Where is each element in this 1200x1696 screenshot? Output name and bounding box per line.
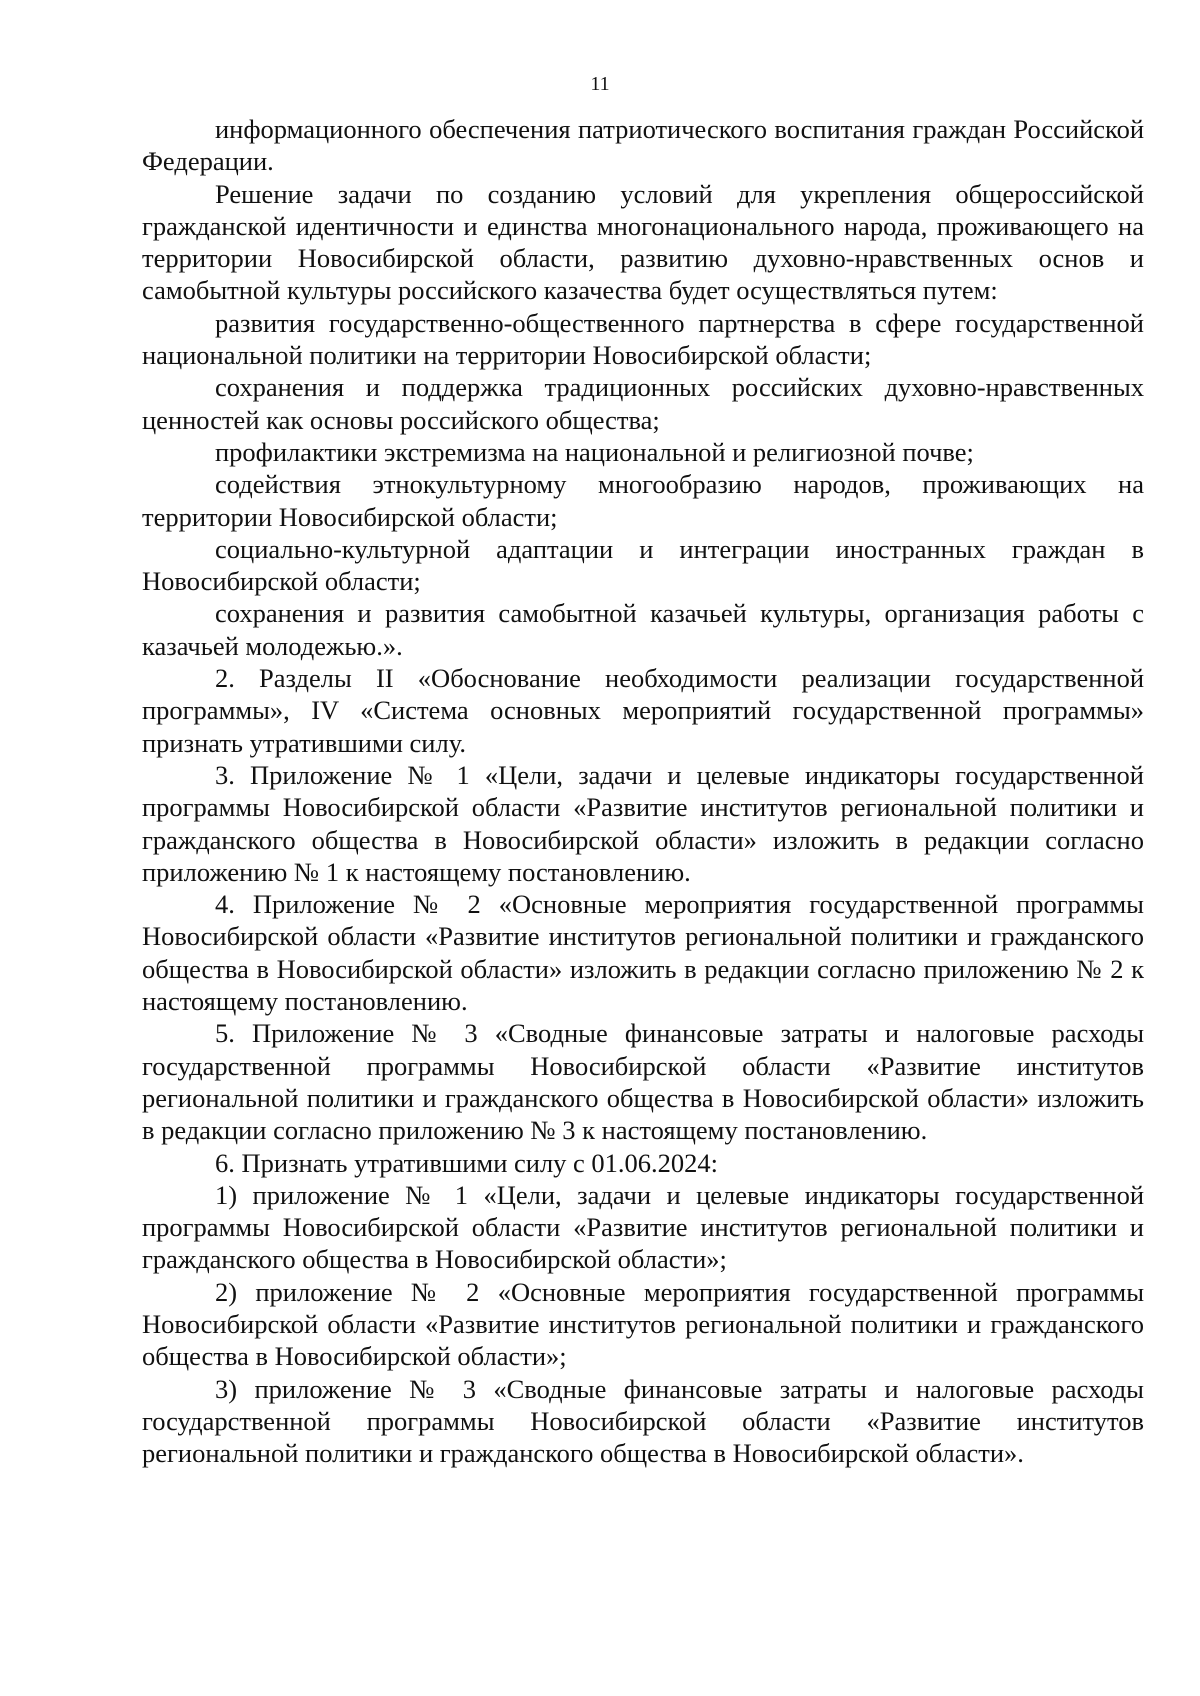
list-item-cossack-culture: сохранения и развития самобытной казачьей культуры, организация работы с казачьей молодежью.». <box>142 598 1144 661</box>
clause-6-item-2: 2) приложение № 2 «Основные мероприятия государственной программы Новосибирской области «Развитие институтов региональной политики и гражданского общества в Новосибирской области»; <box>142 1276 1144 1372</box>
list-item-ethnocultural-diversity: содействия этнокультурному многообразию народов, проживающих на территории Новосибирской области; <box>142 469 1144 532</box>
list-item-partnership: развития государственно-общественного партнерства в сфере государственной национальной политики на территории Новосибирской области; <box>142 307 1144 371</box>
list-item-traditional-values: сохранения и поддержка традиционных российских духовно-нравственных ценностей как основы российского общества; <box>142 372 1144 435</box>
document-body <box>142 113 1144 1469</box>
list-item-migrant-adaptation: социально-культурной адаптации и интеграции иностранных граждан в Новосибирской области; <box>142 533 1144 597</box>
clause-6-item-3: 3) приложение № 3 «Сводные финансовые затраты и налоговые расходы государственной программы Новосибирской области «Развитие институтов региональной политики и гражданского общества в Новосибирской области». <box>142 1373 1144 1469</box>
clause-4: 4. Приложение № 2 «Основные мероприятия государственной программы Новосибирской области «Развитие институтов региональной политики и гражданского общества в Новосибирской области» изложить в редакции согласно приложению № 2 к настоящему постановлению. <box>142 889 1144 1017</box>
paragraph-continuation: информационного обеспечения патриотического воспитания граждан Российской Федерации. <box>142 114 1144 177</box>
clause-6-item-1: 1) приложение № 1 «Цели, задачи и целевые индикаторы государственной программы Новосибирской области «Развитие институтов региональной политики и гражданского общества в Новосибирской области»; <box>142 1179 1144 1275</box>
clause-3: 3. Приложение № 1 «Цели, задачи и целевые индикаторы государственной программы Новосибирской области «Развитие институтов региональной политики и гражданского общества в Новосибирской области» изложить в редакции согласно приложению № 1 к настоящему постановлению. <box>142 759 1144 887</box>
page-number: 11 <box>590 73 610 95</box>
clause-2: 2. Разделы II «Обоснование необходимости реализации государственной программы», IV «Система основных мероприятий государственной программы» признать утратившими силу. <box>142 663 1144 758</box>
paragraph-task-solution: Решение задачи по созданию условий для укрепления общероссийской гражданской идентичности и единства многонационального народа, проживающего на территории Новосибирской области, развитию духовно-нравственных основ и самобытной культуры российского казачества будет осуществляться путем: <box>142 178 1144 306</box>
list-item-extremism-prevention: профилактики экстремизма на национальной и религиозной почве; <box>215 436 974 467</box>
clause-5: 5. Приложение № 3 «Сводные финансовые затраты и налоговые расходы государственной программы Новосибирской области «Развитие институтов региональной политики и гражданского общества в Новосибирской области» изложить в редакции согласно приложению № 3 к настоящему постановлению. <box>142 1018 1144 1146</box>
clause-6: 6. Признать утратившими силу с 01.06.2024: <box>215 1147 719 1178</box>
